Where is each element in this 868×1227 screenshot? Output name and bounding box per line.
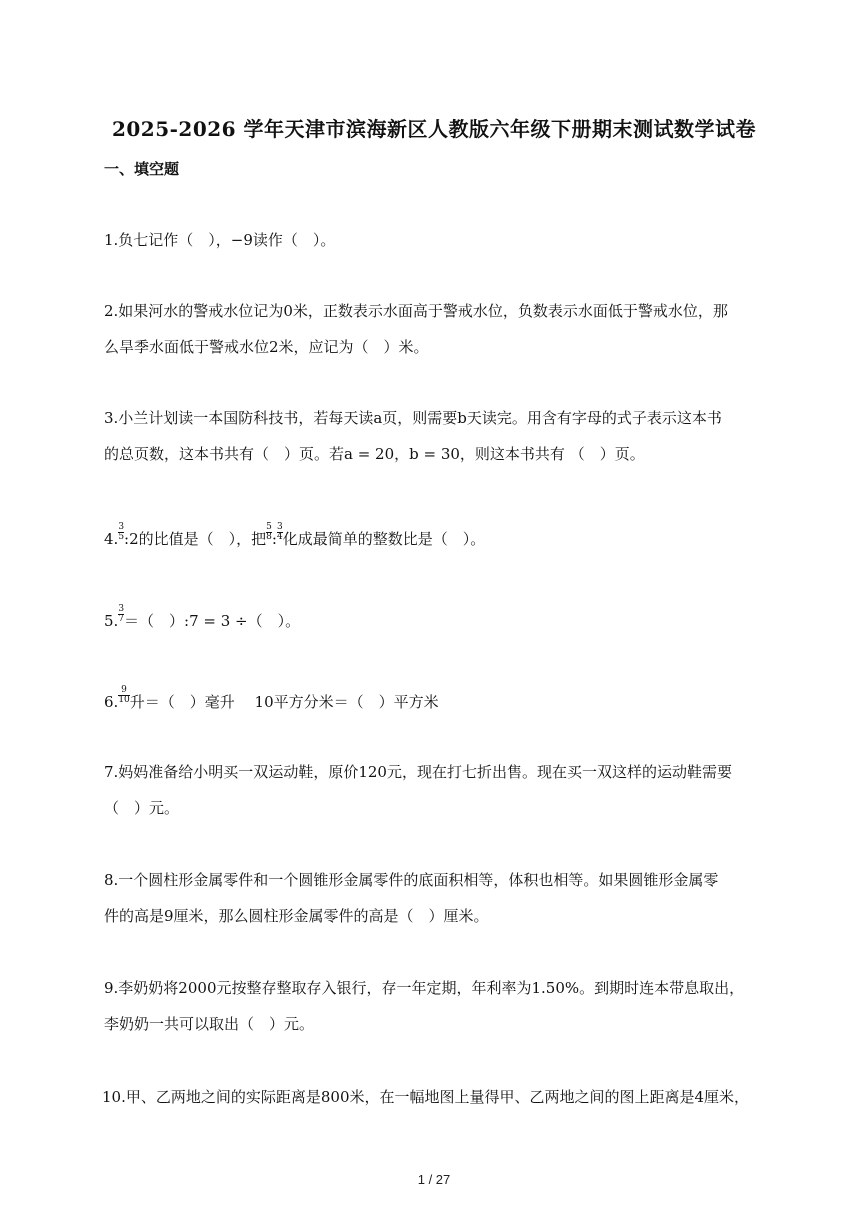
page-title: 2025-2026 学年天津市滨海新区人教版六年级下册期末测试数学试卷 <box>111 117 757 141</box>
question-text: :2的比值是（ ），把 <box>124 530 267 548</box>
question-10 <box>102 1079 792 1115</box>
question-number: 4. <box>104 530 119 548</box>
question-4 <box>104 521 776 557</box>
question-7 <box>104 754 776 826</box>
question-text: 升＝（ ）毫升 10平方分米＝（ ）平方米 <box>129 693 439 711</box>
question-text: 1.负七记作（ ），−9读作（ ）。 <box>104 231 336 249</box>
question-text: 李奶奶一共可以取出（ ）元。 <box>104 1015 315 1033</box>
question-text: （ ）元。 <box>104 799 180 817</box>
fraction: $\frac{3}{4}$ <box>276 522 283 542</box>
question-text: 件的高是9厘米，那么圆柱形金属零件的高是（ ）厘米。 <box>104 907 489 925</box>
question-3 <box>104 400 776 472</box>
page-number: 1 / 27 <box>417 1172 451 1187</box>
question-9 <box>104 970 776 1042</box>
question-number: 5. <box>104 612 119 630</box>
section-heading: 一、填空题 <box>104 160 180 178</box>
question-5 <box>104 603 776 639</box>
question-text: 7.妈妈准备给小明买一双运动鞋，原价120元，现在打七折出售。现在买一双这样的运动鞋需要 <box>104 763 732 781</box>
question-text: 么旱季水面低于警戒水位2米，应记为（ ）米。 <box>104 338 429 356</box>
fraction: $\frac{5}{8}$ <box>266 522 272 542</box>
ratio-colon: : <box>271 530 277 548</box>
question-6 <box>104 684 776 720</box>
fraction: $\frac{9}{10}$ <box>118 685 130 705</box>
fraction: $\frac{3}{7}$ <box>118 604 125 624</box>
question-text: 8.一个圆柱形金属零件和一个圆锥形金属零件的底面积相等，体积也相等。如果圆锥形金属零 <box>104 871 719 889</box>
question-text: 的总页数，这本书共有（ ）页。若a = 20，b = 30，则这本书共有 （ ）页。 <box>104 445 645 463</box>
question-text: 10.甲、乙两地之间的实际距离是800米，在一幅地图上量得甲、乙两地之间的图上距离是4厘米， <box>102 1088 750 1106</box>
question-8 <box>104 862 776 934</box>
question-1 <box>104 222 776 258</box>
question-text: 2.如果河水的警戒水位记为0米，正数表示水面高于警戒水位，负数表示水面低于警戒水位，那 <box>104 302 728 320</box>
question-text: 化成最简单的整数比是（ ）。 <box>282 530 486 548</box>
question-2 <box>104 293 776 365</box>
fraction: $\frac{3}{5}$ <box>118 522 125 542</box>
question-number: 6. <box>104 693 119 711</box>
question-text: 9.李奶奶将2000元按整存整取存入银行，存一年定期，年利率为1.50%。到期时连本带息取出， <box>104 979 745 997</box>
question-text: 3.小兰计划读一本国防科技书，若每天读a页，则需要b天读完。用含有字母的式子表示这本书 <box>104 409 722 427</box>
question-text: ＝（ ）:7 = 3 ÷（ ）。 <box>124 612 301 630</box>
